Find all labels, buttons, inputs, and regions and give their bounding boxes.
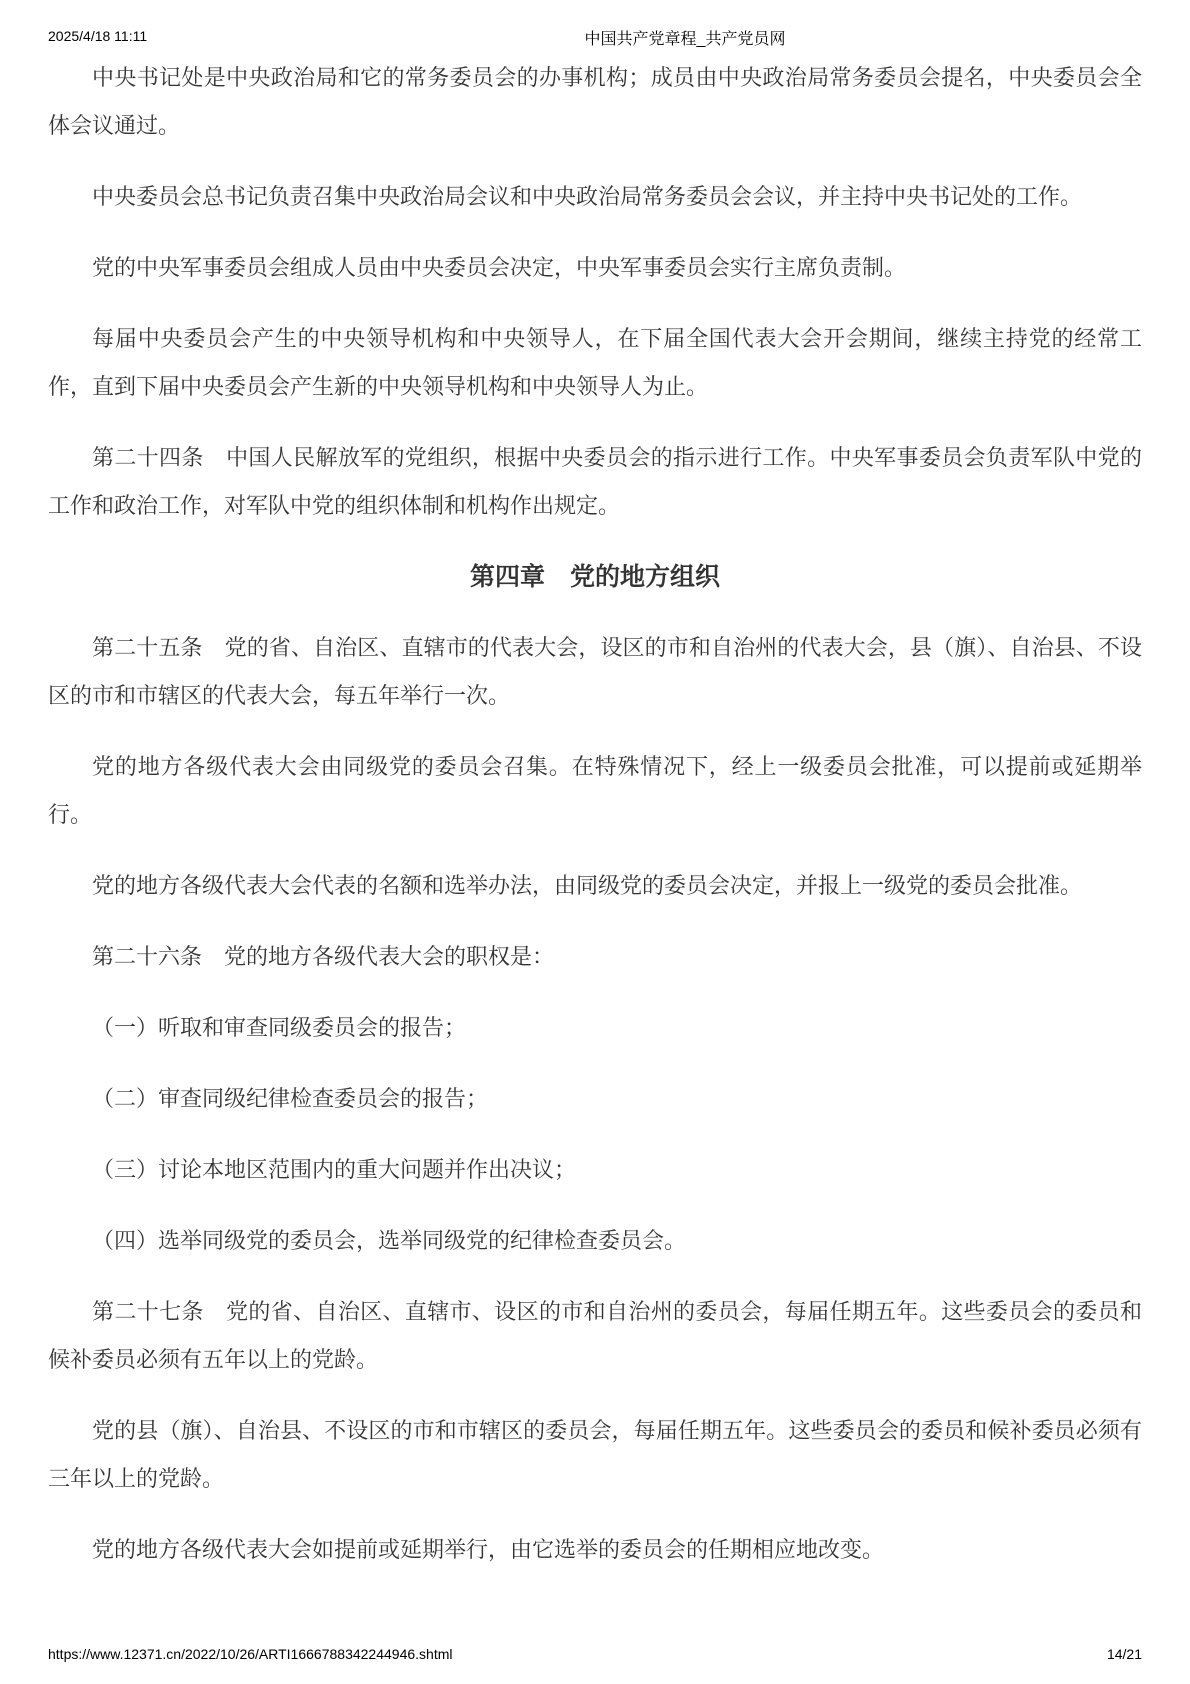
paragraph-article-26: 第二十六条 党的地方各级代表大会的职权是：	[92, 944, 555, 969]
paragraph: 中央书记处是中央政治局和它的常务委员会的办事机构；成员由中央政治局常务委员会提名，中央委员会全体会议通过。	[48, 65, 1142, 138]
document-body	[48, 54, 1142, 1597]
print-footer	[48, 1646, 1142, 1662]
source-url: https://www.12371.cn/2022/10/26/ARTI1666788342244946.shtml	[48, 1646, 453, 1662]
list-item: （一）听取和审查同级委员会的报告；	[92, 1015, 467, 1040]
chapter-heading: 第四章 党的地方组织	[469, 563, 720, 591]
print-header	[48, 26, 1142, 46]
paragraph: 党的地方各级代表大会如提前或延期举行，由它选举的委员会的任期相应地改变。	[92, 1537, 885, 1562]
print-timestamp: 2025/4/18 11:11	[48, 28, 148, 44]
paragraph-article-24: 第二十四条 中国人民解放军的党组织，根据中央委员会的指示进行工作。中央军事委员会负责军队中党的工作和政治工作，对军队中党的组织体制和机构作出规定。	[48, 445, 1142, 518]
paragraph: 党的地方各级代表大会代表的名额和选举办法，由同级党的委员会决定，并报上一级党的委员会批准。	[92, 873, 1083, 898]
list-item: （三）讨论本地区范围内的重大问题并作出决议；	[92, 1157, 577, 1182]
paragraph: 中央委员会总书记负责召集中央政治局会议和中央政治局常务委员会会议，并主持中央书记处的工作。	[92, 184, 1083, 209]
paragraph: 党的地方各级代表大会由同级党的委员会召集。在特殊情况下，经上一级委员会批准，可以提前或延期举行。	[48, 754, 1142, 827]
page-number: 14/21	[1106, 1646, 1142, 1662]
paragraph-article-27: 第二十七条 党的省、自治区、直辖市、设区的市和自治州的委员会，每届任期五年。这些委员会的委员和候补委员必须有五年以上的党龄。	[48, 1299, 1142, 1372]
paragraph-article-25: 第二十五条 党的省、自治区、直辖市的代表大会，设区的市和自治州的代表大会，县（旗）、自治县、不设区的市和市辖区的代表大会，每五年举行一次。	[48, 635, 1142, 708]
document-title: 中国共产党章程_共产党员网	[584, 31, 786, 48]
paragraph: 党的中央军事委员会组成人员由中央委员会决定，中央军事委员会实行主席负责制。	[92, 255, 907, 280]
list-item: （四）选举同级党的委员会，选举同级党的纪律检查委员会。	[92, 1228, 687, 1253]
paragraph: 每届中央委员会产生的中央领导机构和中央领导人，在下届全国代表大会开会期间，继续主持党的经常工作，直到下届中央委员会产生新的中央领导机构和中央领导人为止。	[48, 326, 1142, 399]
list-item: （二）审查同级纪律检查委员会的报告；	[92, 1086, 489, 1111]
paragraph: 党的县（旗）、自治县、不设区的市和市辖区的委员会，每届任期五年。这些委员会的委员和候补委员必须有三年以上的党龄。	[48, 1418, 1142, 1491]
